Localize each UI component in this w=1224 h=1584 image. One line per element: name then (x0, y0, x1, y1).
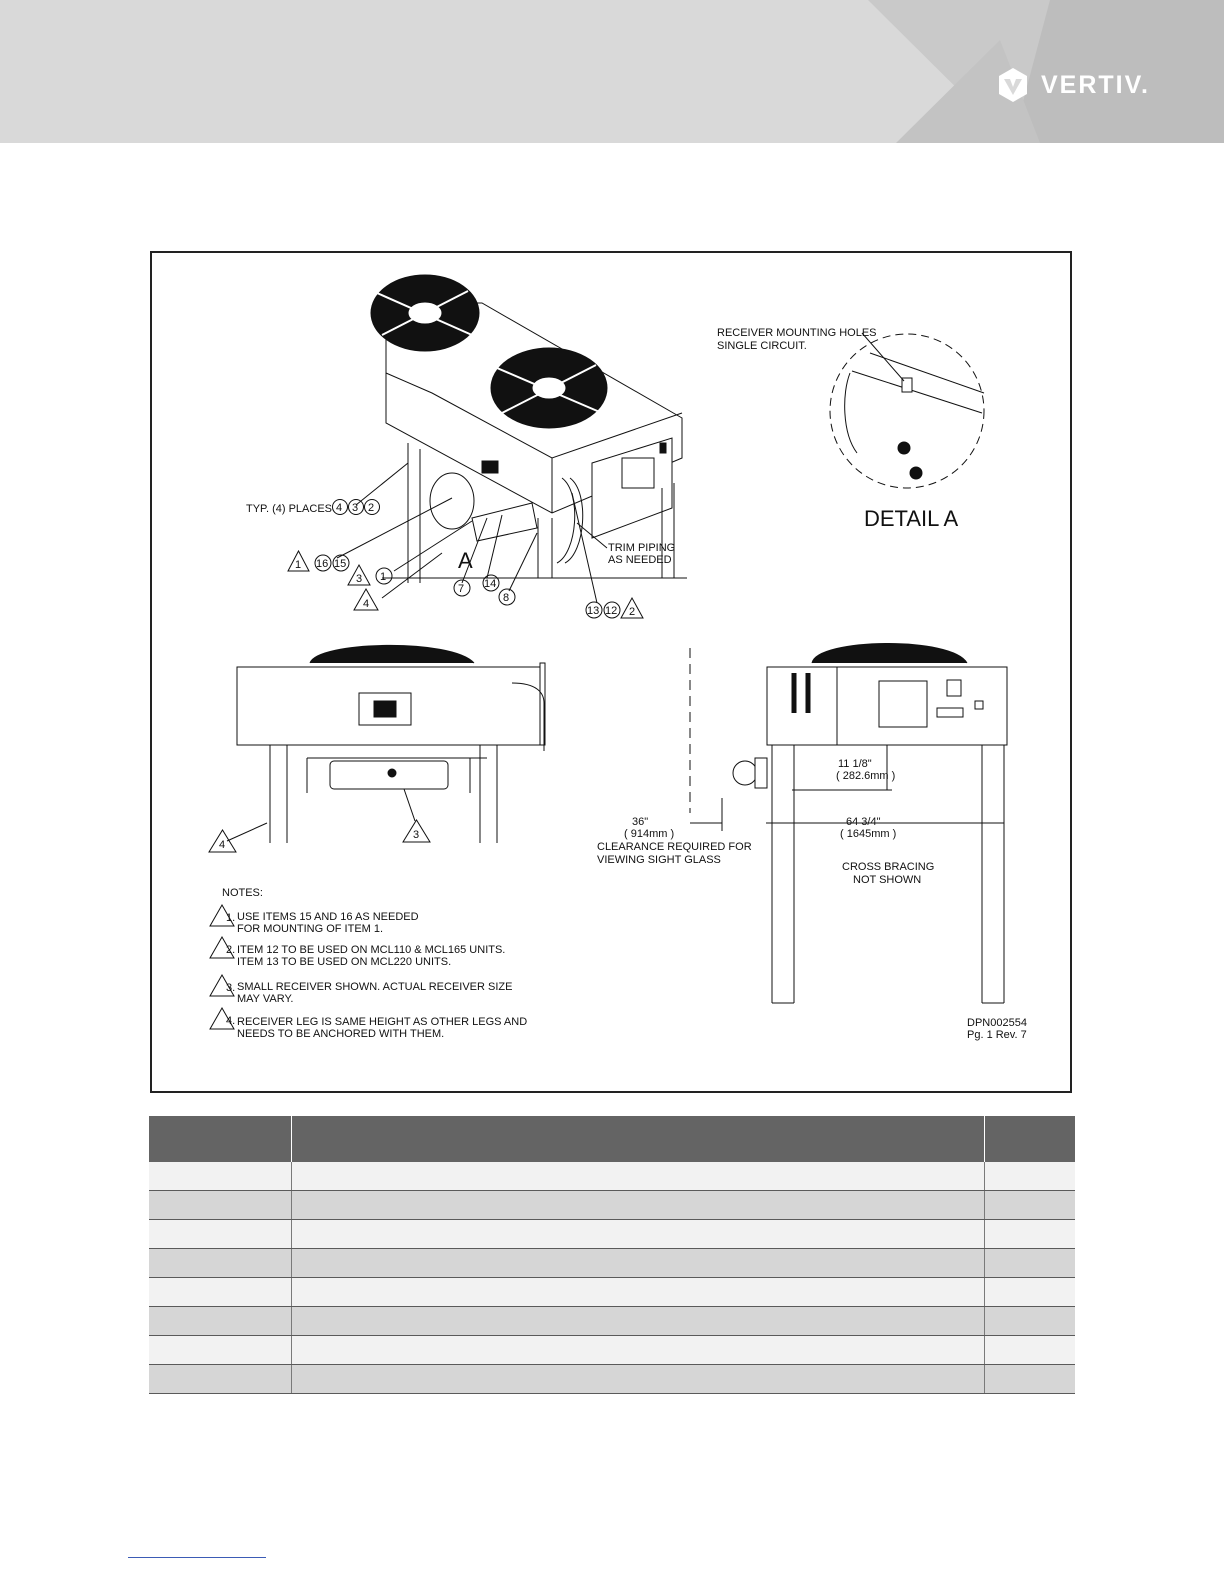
dim-clearance-1: 36" (632, 816, 649, 828)
dim-width-2: ( 1645mm ) (840, 828, 897, 840)
table-cell (291, 1162, 984, 1191)
footer-link[interactable] (128, 1557, 266, 1558)
table-row (149, 1191, 1075, 1220)
table-cell (149, 1336, 291, 1365)
bubble-14: 14 (484, 578, 497, 590)
drawing-canvas (152, 253, 1070, 1091)
table-header-cell (149, 1116, 291, 1162)
notes-title: NOTES: (222, 887, 263, 899)
bubble-16: 16 (316, 558, 329, 570)
document-number: DPN002554 (967, 1017, 1027, 1029)
bubble-13: 13 (587, 605, 600, 617)
table-cell (291, 1191, 984, 1220)
table-row (149, 1249, 1075, 1278)
table-cell (149, 1365, 291, 1394)
bubble-2: 2 (368, 502, 375, 514)
note-4 (210, 1008, 527, 1040)
cross-bracing-2: NOT SHOWN (853, 874, 922, 886)
table-cell (984, 1278, 1075, 1307)
note-4-line-1: RECEIVER LEG IS SAME HEIGHT AS OTHER LEGS AND (237, 1016, 528, 1028)
table-cell (984, 1336, 1075, 1365)
table-cell (291, 1307, 984, 1336)
table-row (149, 1220, 1075, 1249)
note-3 (210, 975, 512, 1005)
triangle-4: 4 (363, 598, 370, 610)
front-view (227, 645, 545, 843)
table-cell (149, 1162, 291, 1191)
callout-1-16-15 (288, 551, 349, 571)
front-triangle-4: 4 (219, 839, 226, 851)
detail-a-view (830, 333, 984, 488)
note-2 (210, 937, 505, 968)
table-row (149, 1278, 1075, 1307)
front-triangle-3: 3 (413, 829, 420, 841)
table-cell (984, 1249, 1075, 1278)
clearance-note-2: VIEWING SIGHT GLASS (597, 854, 721, 866)
table-cell (291, 1249, 984, 1278)
typ-places-label: TYP. (4) PLACES (246, 503, 332, 515)
table-cell (984, 1220, 1075, 1249)
table-cell (984, 1162, 1075, 1191)
table-cell (984, 1191, 1075, 1220)
triangle-3: 3 (356, 573, 363, 585)
note-1-line-1: USE ITEMS 15 AND 16 AS NEEDED (237, 911, 419, 923)
table-row (149, 1162, 1075, 1191)
note-2-line-2: ITEM 13 TO BE USED ON MCL220 UNITS. (237, 956, 452, 968)
table-cell (149, 1220, 291, 1249)
table-row (149, 1336, 1075, 1365)
table-cell (291, 1278, 984, 1307)
table-cell (149, 1307, 291, 1336)
vertiv-logo (994, 66, 1150, 104)
table-header-cell (291, 1116, 984, 1162)
bubble-4: 4 (336, 502, 343, 514)
trim-piping-label-1: TRIM PIPING (608, 542, 676, 554)
dim-height-2: ( 282.6mm ) (836, 770, 896, 782)
page-header (0, 0, 1224, 143)
note-2-line-1: ITEM 12 TO BE USED ON MCL110 & MCL165 UNITS. (237, 944, 506, 956)
callout-13-12-2 (586, 598, 643, 618)
vertiv-chevron-logo-icon (994, 66, 1032, 104)
bubble-group-typ (333, 500, 380, 515)
callout-4-iso (354, 589, 378, 610)
notes-block (210, 887, 527, 1040)
table-header-row (149, 1116, 1075, 1162)
receiver-holes-label-2: SINGLE CIRCUIT. (717, 340, 807, 352)
dim-width-1: 64 3/4" (846, 816, 881, 828)
dim-height-1: 11 1/8" (838, 758, 872, 770)
table-cell (291, 1365, 984, 1394)
table-header-cell (984, 1116, 1075, 1162)
note-1-line-2: FOR MOUNTING OF ITEM 1. (237, 923, 384, 935)
fan-1 (371, 275, 479, 351)
bubble-12: 12 (605, 605, 618, 617)
detail-a-title: DETAIL A (864, 506, 959, 531)
note-3-line-2: MAY VARY. (237, 993, 294, 1005)
cross-bracing-1: CROSS BRACING (842, 861, 935, 873)
parts-table (149, 1116, 1075, 1394)
table-cell (291, 1220, 984, 1249)
bubble-3: 3 (352, 502, 359, 514)
bubble-15: 15 (334, 558, 347, 570)
note-1 (210, 905, 419, 935)
note-4-line-2: NEEDS TO BE ANCHORED WITH THEM. (237, 1028, 445, 1040)
clearance-note-1: CLEARANCE REQUIRED FOR (597, 841, 752, 853)
callout-3-1 (348, 565, 392, 585)
table-row (149, 1307, 1075, 1336)
note-3-line-1: SMALL RECEIVER SHOWN. ACTUAL RECEIVER SIZE (237, 981, 513, 993)
table-row (149, 1365, 1075, 1394)
bubble-1: 1 (380, 571, 387, 583)
technical-drawing (150, 251, 1072, 1093)
fan-2 (491, 348, 607, 428)
note-4-num: 4. (226, 1015, 236, 1027)
table-cell (984, 1307, 1075, 1336)
page-revision: Pg. 1 Rev. 7 (967, 1029, 1027, 1041)
triangle-2: 2 (629, 606, 636, 618)
table-cell (149, 1278, 291, 1307)
note-2-num: 2. (226, 944, 236, 956)
table-cell (149, 1249, 291, 1278)
receiver-holes-label-1: RECEIVER MOUNTING HOLES (717, 327, 877, 339)
brand-name: VERTIV. (1041, 70, 1150, 99)
table-cell (984, 1365, 1075, 1394)
bubble-8: 8 (503, 592, 510, 604)
bubble-7: 7 (458, 583, 465, 595)
note-1-num: 1. (226, 912, 236, 924)
dim-clearance-2: ( 914mm ) (624, 828, 675, 840)
table-cell (149, 1191, 291, 1220)
trim-piping-label-2: AS NEEDED (608, 554, 672, 566)
note-3-num: 3. (226, 982, 236, 994)
table-cell (291, 1336, 984, 1365)
callout-a-label: A (458, 548, 473, 573)
triangle-1: 1 (295, 559, 302, 571)
